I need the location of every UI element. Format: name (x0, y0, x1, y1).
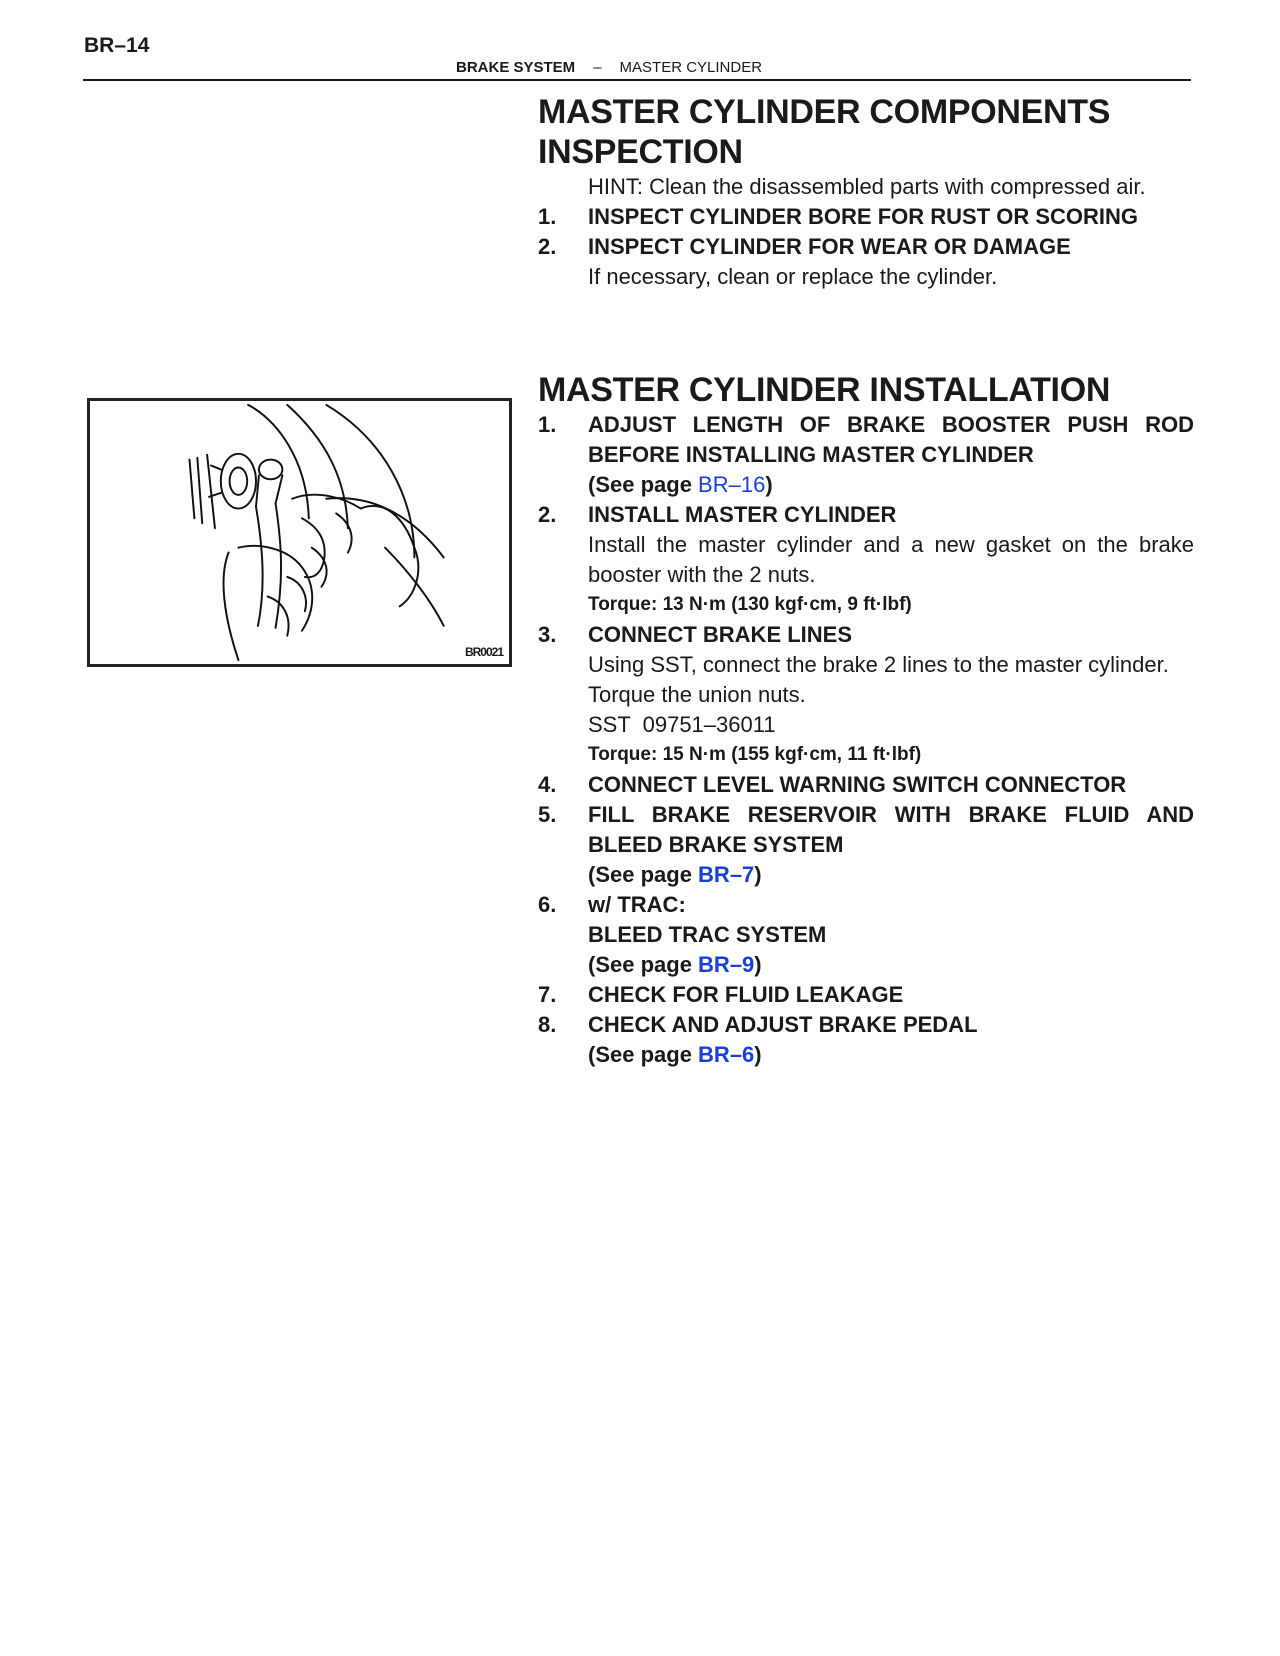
installation-step-6 (538, 890, 1194, 980)
installation-step-1 (538, 410, 1194, 500)
step-title: INSPECT CYLINDER FOR WEAR OR DAMAGE (588, 234, 1071, 259)
torque-spec: Torque: 13 N·m (130 kgf·cm, 9 ft·lbf) (588, 594, 912, 615)
installation-step-4 (538, 770, 1194, 800)
step-title-line1: FILL BRAKE RESERVOIR WITH BRAKE FLUID AND (588, 802, 1194, 827)
step-text-line1: Using SST, connect the brake 2 lines to the master cylinder. (588, 652, 1169, 677)
running-header (456, 59, 762, 76)
step-text-line2: Torque the union nuts. (588, 682, 806, 707)
installation-step-7 (538, 980, 1194, 1010)
step-number: 1. (538, 204, 557, 229)
step-number: 7. (538, 982, 557, 1007)
torque-spec: Torque: 15 N·m (155 kgf·cm, 11 ft·lbf) (588, 744, 922, 765)
step-title-line2: BLEED TRAC SYSTEM (588, 922, 827, 947)
figure-code: BR0021 (464, 645, 503, 659)
inspection-step-2 (538, 232, 1194, 292)
installation-title: MASTER CYLINDER INSTALLATION (538, 371, 1111, 409)
step-title: CONNECT LEVEL WARNING SWITCH CONNECTOR (588, 772, 1127, 797)
see-page-reference: (See page BR–6) (588, 1042, 762, 1067)
page-number: BR–14 (84, 34, 150, 57)
step-number: 2. (538, 234, 557, 259)
see-page-reference: (See page BR–9) (588, 952, 762, 977)
main-content (538, 92, 1194, 1070)
inspection-title (538, 92, 1194, 172)
step-title-line1: ADJUST LENGTH OF BRAKE BOOSTER PUSH ROD (588, 412, 1194, 437)
inspection-hint: HINT: Clean the disassembled parts with compressed air. (588, 174, 1146, 199)
header-subsection: MASTER CYLINDER (619, 59, 763, 76)
step-number: 8. (538, 1012, 557, 1037)
step-text-line1: Install the master cylinder and a new gasket on the brake (588, 532, 1194, 557)
step-number: 3. (538, 622, 557, 647)
installation-step-2 (538, 500, 1194, 620)
inspection-title-line2: INSPECTION (538, 133, 743, 171)
header-rule (83, 79, 1191, 81)
step-number: 2. (538, 502, 557, 527)
sst-number: SST 09751–36011 (588, 712, 776, 737)
step-title: CHECK FOR FLUID LEAKAGE (588, 982, 904, 1007)
installation-step-8 (538, 1010, 1194, 1070)
page-link-br6[interactable]: BR–6 (698, 1042, 755, 1067)
step-number: 4. (538, 772, 557, 797)
step-title: INSTALL MASTER CYLINDER (588, 502, 897, 527)
header-section: BRAKE SYSTEM (456, 59, 576, 76)
inspection-title-line1: MASTER CYLINDER COMPONENTS (538, 93, 1111, 131)
page-link-br9[interactable]: BR–9 (698, 952, 755, 977)
illustration-figure (87, 398, 512, 667)
see-page-reference: (See page BR–7) (588, 862, 762, 887)
installation-step-5 (538, 800, 1194, 890)
step-text: If necessary, clean or replace the cylinder. (588, 264, 998, 289)
step-number: 1. (538, 412, 557, 437)
page-link-br7[interactable]: BR–7 (698, 862, 755, 887)
step-title-line2: BEFORE INSTALLING MASTER CYLINDER (588, 442, 1034, 467)
page-link-br16[interactable]: BR–16 (698, 472, 766, 497)
wrench-connecting-brake-line-illustration (90, 401, 509, 664)
step-title-line2: BLEED BRAKE SYSTEM (588, 832, 844, 857)
step-number: 5. (538, 802, 557, 827)
step-text-line2: booster with the 2 nuts. (588, 562, 816, 587)
header-separator: – (593, 59, 602, 76)
installation-step-3 (538, 620, 1194, 770)
step-title-line1: w/ TRAC: (588, 892, 686, 917)
step-title: CONNECT BRAKE LINES (588, 622, 853, 647)
see-page-reference: (See page BR–16) (588, 472, 773, 497)
inspection-step-1 (538, 202, 1194, 232)
step-number: 6. (538, 892, 557, 917)
step-title: INSPECT CYLINDER BORE FOR RUST OR SCORING (588, 204, 1139, 229)
step-title: CHECK AND ADJUST BRAKE PEDAL (588, 1012, 978, 1037)
